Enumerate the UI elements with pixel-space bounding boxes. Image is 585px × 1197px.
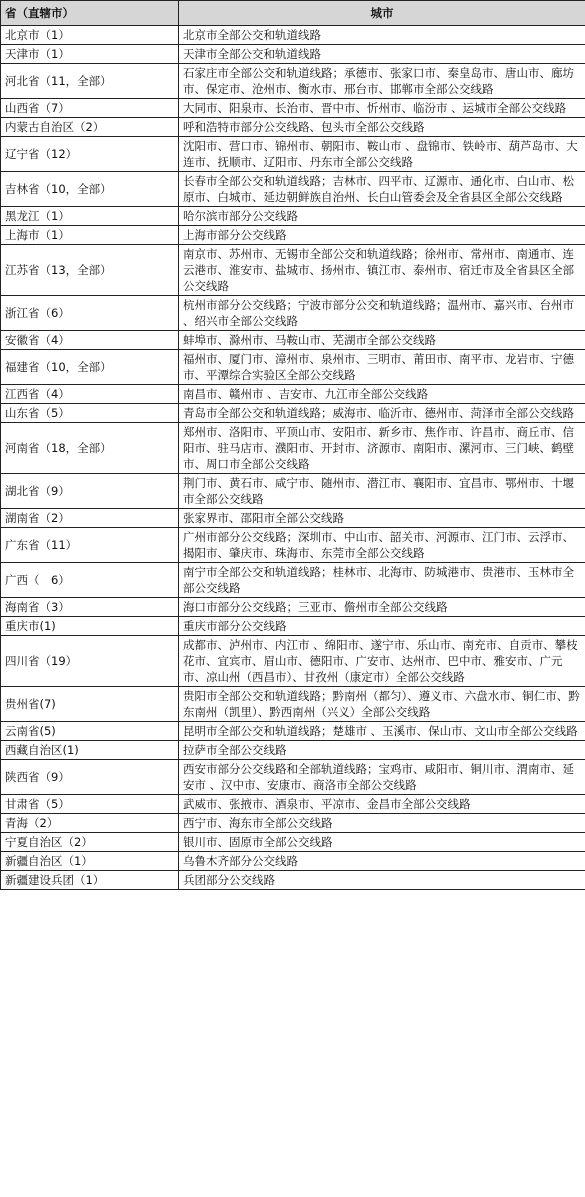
province-cell: 福建省（10，全部）	[1, 350, 179, 385]
province-cell: 内蒙古自治区（2）	[1, 118, 179, 137]
cities-cell: 武威市、张掖市、酒泉市、平凉市、金昌市全部公交线路	[179, 795, 585, 814]
province-cell: 湖北省（9）	[1, 474, 179, 509]
province-cell: 陕西省（9）	[1, 760, 179, 795]
province-cell: 西藏自治区(1)	[1, 741, 179, 760]
cities-cell: 乌鲁木齐部分公交线路	[179, 852, 585, 871]
table-row	[1, 172, 585, 207]
table-row	[1, 598, 585, 617]
table-row	[1, 26, 585, 45]
province-cell: 辽宁省（12）	[1, 137, 179, 172]
cities-cell: 银川市、固原市全部公交线路	[179, 833, 585, 852]
province-cell: 江苏省（13，全部）	[1, 245, 179, 296]
province-cell: 重庆市(1)	[1, 617, 179, 636]
table-row	[1, 760, 585, 795]
table-row	[1, 423, 585, 474]
cities-cell: 西安市部分公交线路和全部轨道线路；宝鸡市、咸阳市、铜川市、渭南市、延安市 、汉中市、安康市、商洛市全部公交线路	[179, 760, 585, 795]
province-cell: 云南省(5)	[1, 722, 179, 741]
table-row	[1, 474, 585, 509]
cities-cell: 西宁市、海东市全部公交线路	[179, 814, 585, 833]
province-cell: 青海（2）	[1, 814, 179, 833]
table-row	[1, 563, 585, 598]
province-cell: 四川省（19）	[1, 636, 179, 687]
table-row	[1, 852, 585, 871]
province-cell: 河南省（18，全部）	[1, 423, 179, 474]
province-cell: 广西（ 6）	[1, 563, 179, 598]
province-cell: 黑龙江（1）	[1, 207, 179, 226]
cities-cell: 南昌市、赣州市 、吉安市、九江市全部公交线路	[179, 385, 585, 404]
table-row	[1, 404, 585, 423]
table-row	[1, 118, 585, 137]
cities-cell: 重庆市部分公交线路	[179, 617, 585, 636]
table-row	[1, 296, 585, 331]
cities-cell: 石家庄市全部公交和轨道线路；承德市、张家口市、秦皇岛市、唐山市、廊坊市、保定市、沧州市、衡水市、邢台市、邯郸市全部公交线路	[179, 64, 585, 99]
cities-cell: 哈尔滨市部分公交线路	[179, 207, 585, 226]
cities-cell: 呼和浩特市部分公交线路、包头市全部公交线路	[179, 118, 585, 137]
cities-cell: 荆门市、黄石市、咸宁市、随州市、潜江市、襄阳市、宜昌市、鄂州市、十堰市全部公交线路	[179, 474, 585, 509]
province-cell: 江西省（4）	[1, 385, 179, 404]
table-row	[1, 45, 585, 64]
table-row	[1, 350, 585, 385]
cities-cell: 成都市、泸州市、内江市 、绵阳市、遂宁市、乐山市、南充市、自贡市、攀枝花市、宜宾市、眉山市、德阳市、广安市、达州市、巴中市、雅安市、广元市、凉山州（西昌市）、甘孜州（康定市）全部公交线路	[179, 636, 585, 687]
province-cell: 湖南省（2）	[1, 509, 179, 528]
cities-cell: 广州市部分公交线路；深圳市、中山市、韶关市、河源市、江门市、云浮市、揭阳市、肇庆市、珠海市、东莞市全部公交线路	[179, 528, 585, 563]
table-row	[1, 331, 585, 350]
table-row	[1, 99, 585, 118]
cities-cell: 福州市、厦门市、漳州市、泉州市、三明市、莆田市、南平市、龙岩市、宁德市、平潭综合实验区全部公交线路	[179, 350, 585, 385]
province-cell: 吉林省（10，全部）	[1, 172, 179, 207]
table-row	[1, 385, 585, 404]
province-cell: 新疆建设兵团（1）	[1, 871, 179, 890]
table-row	[1, 528, 585, 563]
table-row	[1, 245, 585, 296]
table-body	[1, 26, 585, 890]
city-column-header: 城市	[179, 1, 585, 26]
cities-cell: 青岛市全部公交和轨道线路；威海市、临沂市、德州市、菏泽市全部公交线路	[179, 404, 585, 423]
province-cell: 天津市（1）	[1, 45, 179, 64]
cities-cell: 上海市部分公交线路	[179, 226, 585, 245]
cities-cell: 长春市全部公交和轨道线路；吉林市、四平市、辽源市、通化市、白山市、松原市、白城市、延边朝鲜族自治州、长白山管委会及全省县区全部公交线路	[179, 172, 585, 207]
cities-cell: 沈阳市、营口市、锦州市、朝阳市、鞍山市 、盘锦市、铁岭市、葫芦岛市、大连市、抚顺市、辽阳市、丹东市全部公交线路	[179, 137, 585, 172]
province-cell: 山西省（7）	[1, 99, 179, 118]
province-cell: 浙江省（6）	[1, 296, 179, 331]
table-row	[1, 636, 585, 687]
table-row	[1, 207, 585, 226]
province-cell: 山东省（5）	[1, 404, 179, 423]
cities-cell: 昆明市全部公交和轨道线路；楚雄市 、玉溪市、保山市、文山市全部公交线路	[179, 722, 585, 741]
province-cell: 贵州省(7)	[1, 687, 179, 722]
cities-cell: 兵团部分公交线路	[179, 871, 585, 890]
province-cell: 北京市（1）	[1, 26, 179, 45]
province-cell: 安徽省（4）	[1, 331, 179, 350]
cities-cell: 张家界市、邵阳市全部公交线路	[179, 509, 585, 528]
table-row	[1, 617, 585, 636]
table-row	[1, 722, 585, 741]
cities-cell: 北京市全部公交和轨道线路	[179, 26, 585, 45]
cities-cell: 蚌埠市、滁州市、马鞍山市、芜湖市全部公交线路	[179, 331, 585, 350]
province-cell: 广东省（11）	[1, 528, 179, 563]
province-cell: 上海市（1）	[1, 226, 179, 245]
province-cell: 宁夏自治区（2）	[1, 833, 179, 852]
table-row	[1, 64, 585, 99]
province-cell: 河北省（11，全部）	[1, 64, 179, 99]
province-cell: 海南省（3）	[1, 598, 179, 617]
province-cell: 新疆自治区（1）	[1, 852, 179, 871]
table-row	[1, 509, 585, 528]
cities-cell: 大同市、阳泉市、长治市、晋中市、忻州市、临汾市 、运城市全部公交线路	[179, 99, 585, 118]
cities-cell: 杭州市部分公交线路；宁波市部分公交和轨道线路；温州市、嘉兴市、台州市 、绍兴市全部公交线路	[179, 296, 585, 331]
cities-cell: 郑州市、洛阳市、平顶山市、安阳市、新乡市、焦作市、许昌市、商丘市、信阳市、驻马店市、濮阳市、开封市、济源市、南阳市、漯河市、三门峡、鹤壁市、周口市全部公交线路	[179, 423, 585, 474]
cities-cell: 拉萨市全部公交线路	[179, 741, 585, 760]
table-row	[1, 226, 585, 245]
cities-cell: 南宁市全部公交和轨道线路；桂林市、北海市、防城港市、贵港市、玉林市全部公交线路	[179, 563, 585, 598]
cities-cell: 天津市全部公交和轨道线路	[179, 45, 585, 64]
table-row	[1, 795, 585, 814]
table-header-row	[1, 1, 585, 26]
table-row	[1, 814, 585, 833]
table-row	[1, 687, 585, 722]
cities-cell: 南京市、苏州市、无锡市全部公交和轨道线路；徐州市、常州市、南通市、连云港市、淮安市、盐城市、扬州市、镇江市、泰州市、宿迁市及全省县区全部公交线路	[179, 245, 585, 296]
cities-cell: 海口市部分公交线路；三亚市、儋州市全部公交线路	[179, 598, 585, 617]
table-row	[1, 741, 585, 760]
province-cell: 甘肃省（5）	[1, 795, 179, 814]
table-row	[1, 833, 585, 852]
province-column-header: 省（直辖市）	[1, 1, 179, 26]
table-row	[1, 871, 585, 890]
table-row	[1, 137, 585, 172]
cities-cell: 贵阳市全部公交和轨道线路；黔南州（都匀）、遵义市、六盘水市、铜仁市、黔东南州（凯里）、黔西南州（兴义）全部公交线路	[179, 687, 585, 722]
